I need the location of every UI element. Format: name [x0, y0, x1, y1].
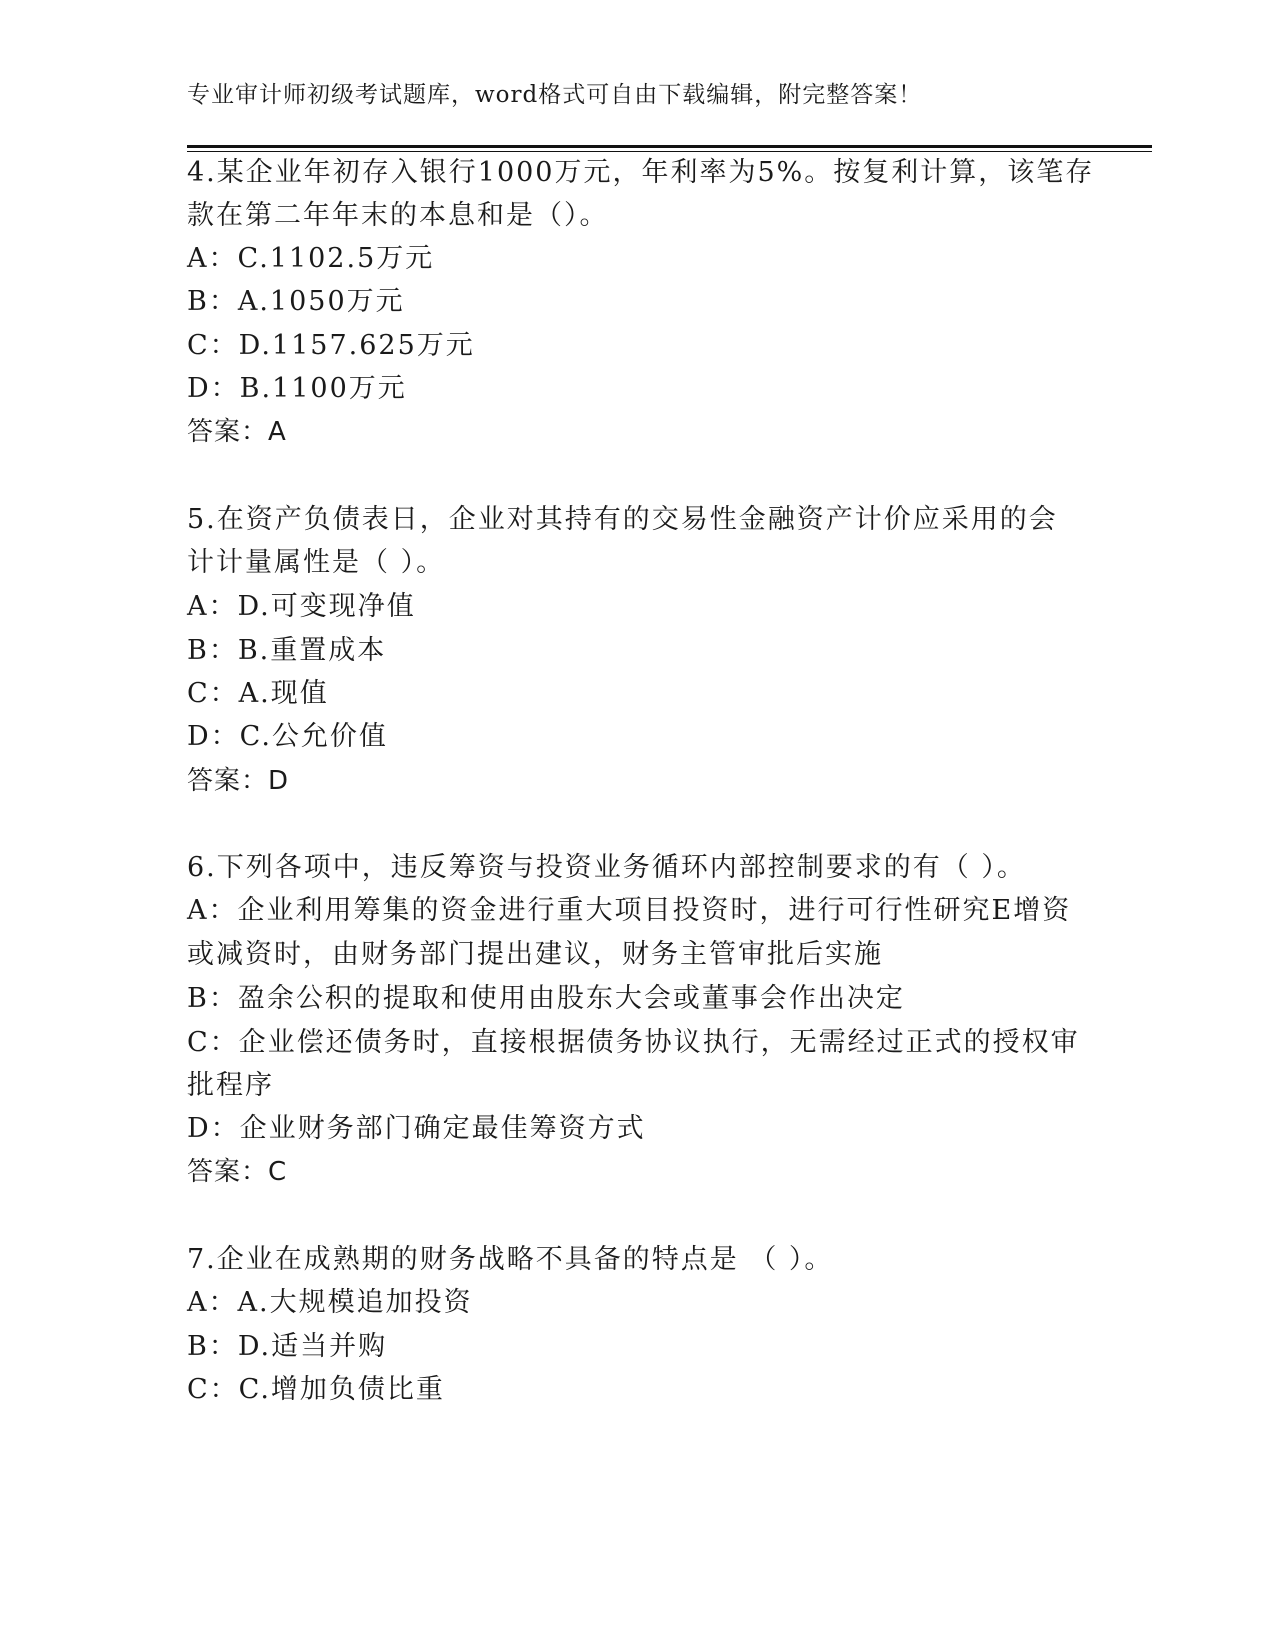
question-6-option-b: B：盈余公积的提取和使用由股东大会或董事会作出决定	[187, 983, 905, 1014]
question-6-option-c-line-1: C：企业偿还债务时，直接根据债务协议执行，无需经过正式的授权审	[187, 1027, 1080, 1058]
header-rule-thick	[187, 145, 1152, 148]
question-6-option-a-line-1: A：企业利用筹集的资金进行重大项目投资时，进行可行性研究E增资	[187, 895, 1072, 926]
page-header: 专业审计师初级考试题库，word格式可自由下载编辑，附完整答案！	[187, 82, 923, 108]
question-6-option-c-line-2: 批程序	[187, 1070, 274, 1101]
question-6-answer: 答案：C	[187, 1157, 288, 1187]
question-5-option-a: A：D.可变现净值	[187, 591, 416, 622]
question-5-answer: 答案：D	[187, 766, 290, 796]
question-5-option-b: B：B.重置成本	[187, 635, 387, 666]
question-7-option-a: A：A.大规模追加投资	[187, 1287, 473, 1318]
question-5-stem-line-2: 计计量属性是（ ）。	[187, 547, 446, 578]
question-6-stem-line-1: 6.下列各项中，违反筹资与投资业务循环内部控制要求的有（ ）。	[187, 852, 1026, 883]
question-5-stem-line-1: 5.在资产负债表日，企业对其持有的交易性金融资产计价应采用的会	[187, 504, 1058, 535]
question-5-option-d: D：C.公允价值	[187, 721, 388, 752]
question-6-option-d: D：企业财务部门确定最佳筹资方式	[187, 1113, 646, 1144]
question-5-option-c: C：A.现值	[187, 678, 329, 709]
question-7-stem-line-1: 7.企业在成熟期的财务战略不具备的特点是 （ ）。	[187, 1244, 834, 1275]
question-4-option-a: A：C.1102.5万元	[187, 243, 435, 274]
question-4-option-d: D：B.1100万元	[187, 373, 407, 404]
header-rule-thin	[187, 151, 1152, 152]
question-4-option-b: B：A.1050万元	[187, 286, 405, 317]
question-4-answer: 答案：A	[187, 417, 287, 447]
question-7-option-c: C：C.增加负债比重	[187, 1374, 445, 1405]
question-6-option-a-line-2: 或减资时，由财务部门提出建议，财务主管审批后实施	[187, 939, 883, 970]
question-4-option-c: C：D.1157.625万元	[187, 330, 475, 361]
question-7-option-b: B：D.适当并购	[187, 1331, 388, 1362]
question-4-stem-line-1: 4.某企业年初存入银行1000万元，年利率为5%。按复利计算，该笔存	[187, 157, 1095, 188]
question-4-stem-line-2: 款在第二年年末的本息和是（）。	[187, 200, 609, 231]
